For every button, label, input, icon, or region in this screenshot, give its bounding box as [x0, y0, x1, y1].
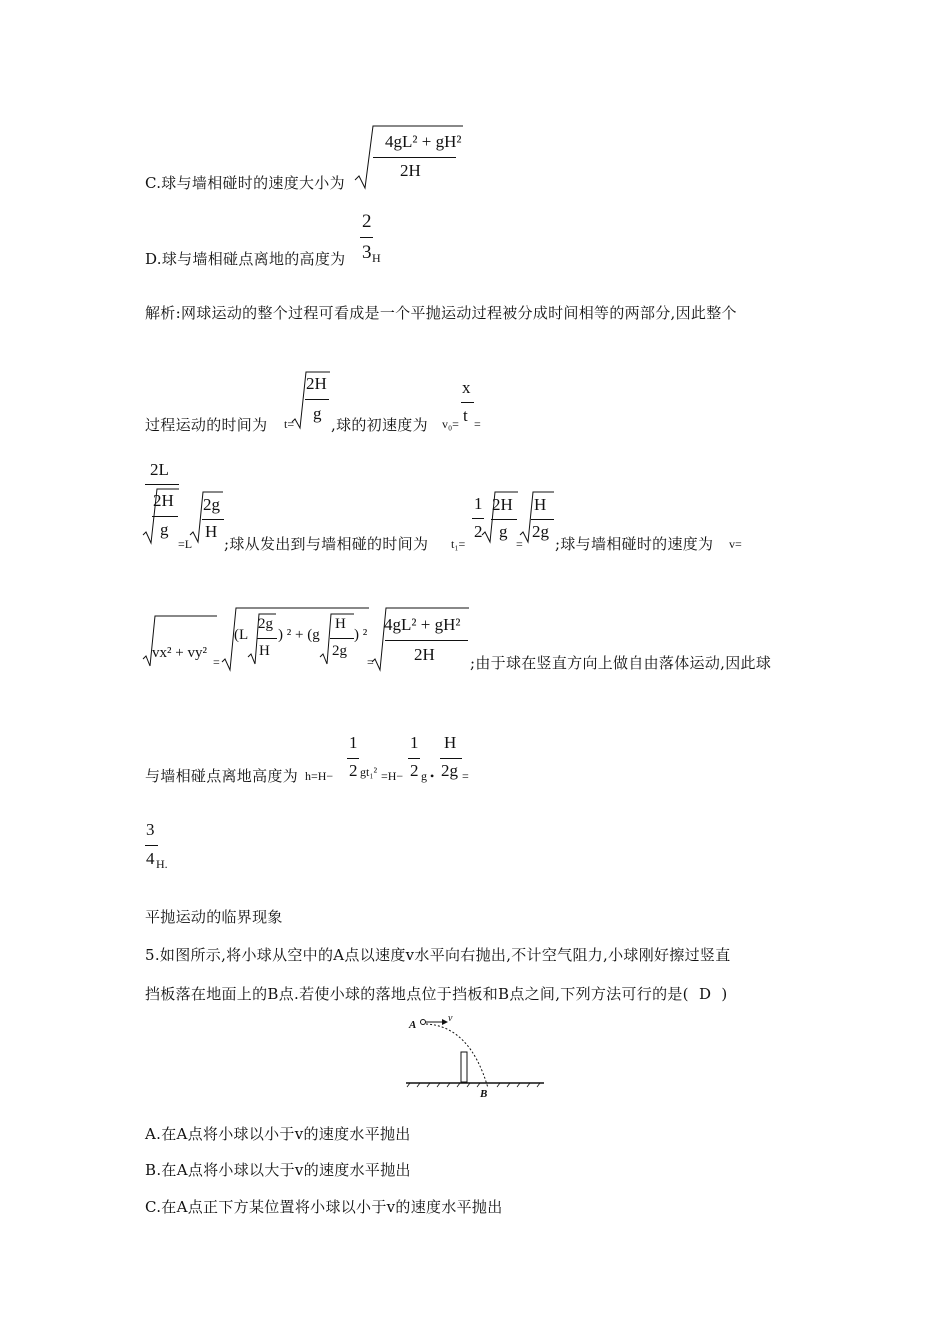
big-2L: 2L: [150, 460, 169, 479]
inner-sqrt-H-2g-num: H: [335, 616, 346, 632]
sqrt-g: g: [313, 404, 322, 423]
freefall-text: ;由于球在竖直方向上做自由落体运动,因此球: [470, 654, 772, 672]
final-bar: [145, 845, 158, 846]
t1-eq: t₁=: [451, 537, 466, 551]
half-bar-h2: [408, 758, 420, 759]
sqrt-H: H: [205, 522, 218, 541]
final-var: H.: [156, 857, 168, 871]
sqrt-H-2g-bar: [531, 519, 554, 520]
section-title: 平抛运动的临界现象: [145, 908, 283, 926]
sqrt-2H: 2H: [306, 374, 327, 393]
frac-d-bar: [360, 237, 373, 238]
question5-line-1: 5.如图所示,将小球从空中的A点以速度v水平向右抛出,不计空气阻力,小球刚好擦过竖直: [145, 946, 731, 964]
inner-sqrt-H: H: [259, 643, 270, 659]
inner-sqrt-2g-H-bar: [257, 638, 277, 639]
option-d-text: D.球与墙相碰点离地的高度为: [145, 250, 346, 268]
h-eq: h=H−: [305, 769, 334, 783]
frac-d-denominator: 3: [362, 242, 372, 263]
figure-label-a: A: [409, 1019, 417, 1031]
t1-sqrt-bar: [491, 519, 517, 520]
t-eq: t=: [284, 417, 295, 431]
sq2-text: ) ² + (g: [278, 627, 320, 643]
v0-eq: v₀=: [442, 417, 459, 431]
H-over-2g-num: H: [444, 733, 457, 752]
frac-d-var: H: [372, 251, 381, 265]
frac-x: x: [462, 378, 471, 397]
result-numerator: 4gL² + gH²: [384, 615, 461, 634]
sqrt-H-2g-den: 2g: [532, 522, 549, 541]
height-lead-text: 与墙相碰点离地高度为: [145, 767, 299, 785]
eq-sign-2: =: [516, 537, 523, 551]
half-den-h: 2: [349, 761, 358, 780]
frac-d-numerator: 2: [362, 211, 372, 232]
inner-sqrt-H-2g-den: 2g: [332, 643, 347, 659]
sqrt-2g: 2g: [203, 495, 220, 514]
H-over-2g-bar: [440, 758, 462, 759]
option-a: A.在A点将小球以小于v的速度水平抛出: [145, 1125, 411, 1143]
frac-t: t: [463, 406, 468, 425]
ball-at-a: [421, 1020, 426, 1025]
option-c-text: C.球与墙相碰时的速度大小为: [145, 174, 345, 192]
g-t1-sq: gt₁²: [360, 765, 378, 779]
speed-text: ;球与墙相碰时的速度为: [555, 535, 714, 553]
question5-line-2: 挡板落在地面上的B点.若使小球的落地点位于挡板和B点之间,下列方法可行的是( D ): [145, 985, 728, 1003]
formula-c-denominator: 2H: [400, 161, 421, 180]
trajectory-curve: [426, 1024, 488, 1088]
big-sqrt-2H: 2H: [153, 491, 174, 510]
question5-figure: [400, 1012, 550, 1102]
H-over-2g-den: 2g: [441, 761, 458, 780]
result-bar: [385, 640, 468, 641]
final-numerator: 3: [146, 820, 155, 839]
formula-c-fraction-bar: [373, 157, 456, 158]
eq-sign-1: =: [474, 417, 481, 431]
init-speed-text: ,球的初速度为: [331, 416, 428, 434]
eq-sign-4: =: [367, 655, 374, 669]
figure-label-v: v: [448, 1013, 453, 1024]
t-fraction-bar: [305, 399, 329, 400]
sqrt-H-2g-num: H: [534, 495, 547, 514]
inner-sqrt-2g: 2g: [258, 616, 273, 632]
result-denominator: 2H: [414, 645, 435, 664]
g-dot: g •: [421, 769, 435, 783]
time-lead-text: 过程运动的时间为: [145, 416, 268, 434]
x-over-t-bar: [461, 402, 474, 403]
vx-vy-sum: vx² + vy²: [152, 645, 207, 661]
formula-c-numerator: 4gL² + gH²: [385, 132, 462, 151]
big-fraction-bar: [145, 484, 179, 485]
eq-sign-3: =: [213, 655, 220, 669]
sqrt-2g-H-bar: [202, 519, 224, 520]
half-numerator: 1: [474, 494, 483, 513]
figure-label-b: B: [480, 1088, 488, 1100]
option-c: C.在A点正下方某位置将小球以小于v的速度水平抛出: [145, 1198, 503, 1216]
analysis-line-1: 解析:网球运动的整个过程可看成是一个平抛运动过程被分成时间相等的两部分,因此整个: [145, 304, 737, 322]
eq-H-minus: =H−: [381, 769, 404, 783]
t1-sqrt-g: g: [499, 522, 508, 541]
projectile-diagram: [400, 1012, 550, 1102]
inner-sqrt-H-2g-bar: [330, 638, 354, 639]
eq-L: =L: [178, 537, 193, 551]
big-sqrt-inner-bar: [152, 516, 178, 517]
half-num-h: 1: [349, 733, 358, 752]
eq-sign-5: =: [462, 769, 469, 783]
half-denominator: 2: [474, 522, 483, 541]
sq2-end: ) ²: [354, 627, 368, 643]
half-den-h2: 2: [410, 761, 419, 780]
hit-time-text: ;球从发出到与墙相碰的时间为: [224, 535, 429, 553]
half-bar-h: [347, 758, 359, 759]
final-denominator: 4: [146, 849, 155, 868]
vertical-barrier: [461, 1052, 467, 1082]
half-num-h2: 1: [410, 733, 419, 752]
v-eq: v=: [729, 537, 742, 551]
t1-sqrt-2H: 2H: [492, 495, 513, 514]
paren-L: (L: [234, 627, 249, 643]
option-b: B.在A点将小球以大于v的速度水平抛出: [145, 1161, 411, 1179]
big-sqrt-g: g: [160, 520, 169, 539]
